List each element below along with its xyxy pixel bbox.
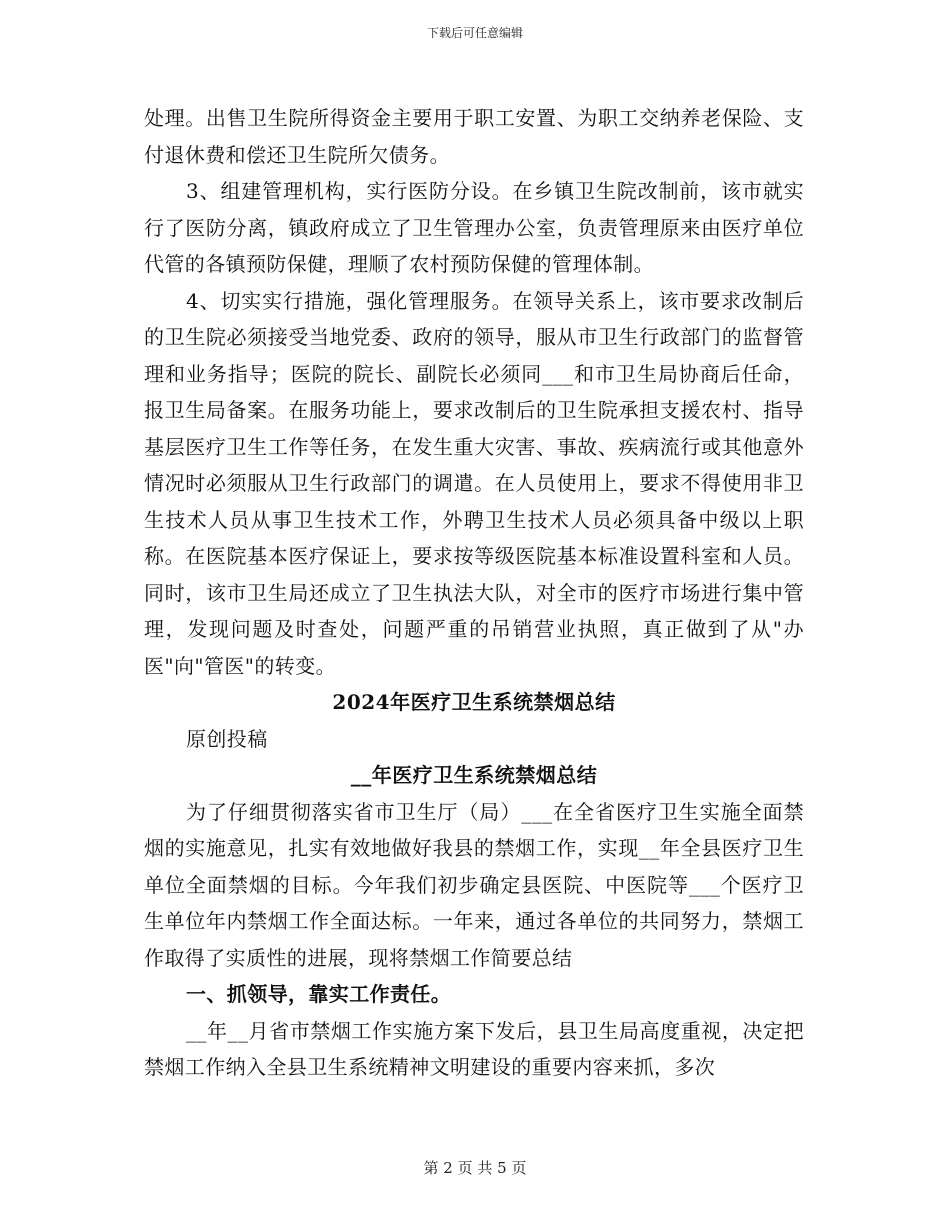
heading-leadership: 一、抓领导，靠实工作责任。	[186, 982, 452, 1006]
paragraph-disposal: 处理。出售卫生院所得资金主要用于职工安置、为职工交纳养老保险、支付退休费和偿还卫生院所欠债务。	[144, 106, 804, 167]
paragraph-leadership-body: __年__月省市禁烟工作实施方案下发后，县卫生局高度重视，决定把禁烟工作纳入全县卫生系统精神文明建设的重要内容来抓，多次	[144, 1018, 804, 1079]
paragraph-item-4: 4、切实实行措施，强化管理服务。在领导关系上，该市要求改制后的卫生院必须接受当地党委、政府的领导，服从市卫生行政部门的监督管理和业务指导；医院的院长、副院长必须同___和市卫生局协商后任命，报卫生局备案。在服务功能上，要求改制后的卫生院承担支援农村、指导基层医疗卫生工作等任务，在发生重大灾害、事故、疾病流行或其他意外情况时必须服从卫生行政部门的调遣。在人员使用上，要求不得使用非卫生技术人员从事卫生技术工作，外聘卫生技术人员必须具备中级以上职称。在医院基本医疗保证上，要求按等级医院基本标准设置科室和人员。同时，该市卫生局还成立了卫生执法大队，对全市的医疗市场进行集中管理，发现问题及时查处，问题严重的吊销营业执照，真正做到了从"办医"向"管医"的转变。	[144, 288, 804, 678]
document-body	[144, 100, 804, 1086]
paragraph-intro: 为了仔细贯彻落实省市卫生厅（局）___在全省医疗卫生实施全面禁烟的实施意见，扎实有效地做好我县的禁烟工作，实现__年全县医疗卫生单位全面禁烟的目标。今年我们初步确定县医院、中医院等___个医疗卫生单位年内禁烟工作全面达标。一年来，通过各单位的共同努力，禁烟工作取得了实质性的进展，现将禁烟工作简要总结	[144, 799, 804, 970]
section-subtitle: __年医疗卫生系统禁烟总结	[350, 763, 598, 787]
section-title-2024: 2024年医疗卫生系统禁烟总结	[332, 690, 616, 714]
page-footer: 第 2 页 共 5 页	[423, 1159, 527, 1177]
paragraph-original-contribution: 原创投稿	[186, 726, 268, 751]
page-header: 下载后可任意编辑	[426, 26, 523, 40]
paragraph-item-3: 3、组建管理机构，实行医防分设。在乡镇卫生院改制前，该市就实行了医防分离，镇政府成立了卫生管理办公室，负责管理原来由医疗单位代管的各镇预防保健，理顺了农村预防保健的管理体制。	[144, 179, 804, 276]
